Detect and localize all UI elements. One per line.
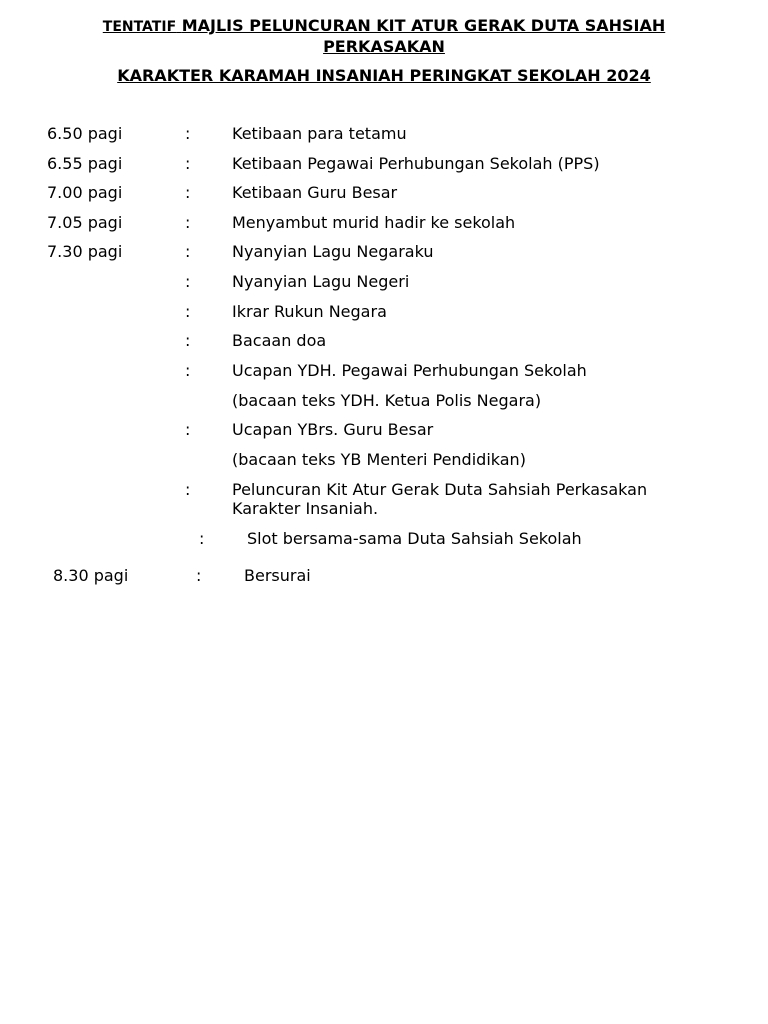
schedule-activity-note: (bacaan teks YB Menteri Pendidikan) bbox=[232, 450, 526, 469]
schedule-time: 7.30 pagi bbox=[47, 242, 123, 261]
document-subtitle: KARAKTER KARAMAH INSANIAH PERINGKAT SEKOLAH 2024 bbox=[117, 66, 651, 85]
schedule-separator: : bbox=[185, 124, 191, 143]
schedule-separator: : bbox=[185, 480, 191, 499]
schedule-separator: : bbox=[185, 272, 191, 291]
schedule-activity: Ucapan YBrs. Guru Besar bbox=[232, 420, 434, 439]
schedule-activity: Ketibaan para tetamu bbox=[232, 124, 407, 143]
schedule-time: 6.50 pagi bbox=[47, 124, 123, 143]
schedule-time: 8.30 pagi bbox=[53, 566, 129, 585]
schedule-separator: : bbox=[185, 154, 191, 173]
schedule-activity: Bersurai bbox=[244, 566, 311, 585]
schedule-separator: : bbox=[185, 183, 191, 202]
schedule-activity-note: (bacaan teks YDH. Ketua Polis Negara) bbox=[232, 391, 542, 410]
schedule-time: 7.00 pagi bbox=[47, 183, 123, 202]
schedule-activity: Peluncuran Kit Atur Gerak Duta Sahsiah Perkasakan Karakter Insaniah. bbox=[232, 480, 648, 518]
schedule-activity: Bacaan doa bbox=[232, 331, 327, 350]
document-title bbox=[60, 16, 708, 56]
schedule-separator: : bbox=[185, 242, 191, 261]
schedule-activity: Ucapan YDH. Pegawai Perhubungan Sekolah bbox=[232, 361, 587, 380]
title-prefix: TENTATIF bbox=[102, 19, 177, 35]
schedule-separator: : bbox=[199, 529, 205, 548]
schedule-separator: : bbox=[196, 566, 202, 585]
schedule-activity: Slot bersama-sama Duta Sahsiah Sekolah bbox=[247, 529, 582, 548]
schedule-separator: : bbox=[185, 361, 191, 380]
title-main: MAJLIS PELUNCURAN KIT ATUR GERAK DUTA SAHSIAH PERKASAKAN bbox=[181, 16, 666, 56]
schedule-activity: Ikrar Rukun Negara bbox=[232, 302, 387, 321]
schedule-activity: Nyanyian Lagu Negaraku bbox=[232, 242, 434, 261]
schedule-activity: Nyanyian Lagu Negeri bbox=[232, 272, 410, 291]
schedule-activity: Menyambut murid hadir ke sekolah bbox=[232, 213, 516, 232]
schedule-time: 7.05 pagi bbox=[47, 213, 123, 232]
schedule-separator: : bbox=[185, 213, 191, 232]
schedule-time: 6.55 pagi bbox=[47, 154, 123, 173]
schedule-activity: Ketibaan Guru Besar bbox=[232, 183, 398, 202]
schedule-activity: Ketibaan Pegawai Perhubungan Sekolah (PPS) bbox=[232, 154, 600, 173]
schedule-separator: : bbox=[185, 420, 191, 439]
schedule-separator: : bbox=[185, 331, 191, 350]
schedule-separator: : bbox=[185, 302, 191, 321]
